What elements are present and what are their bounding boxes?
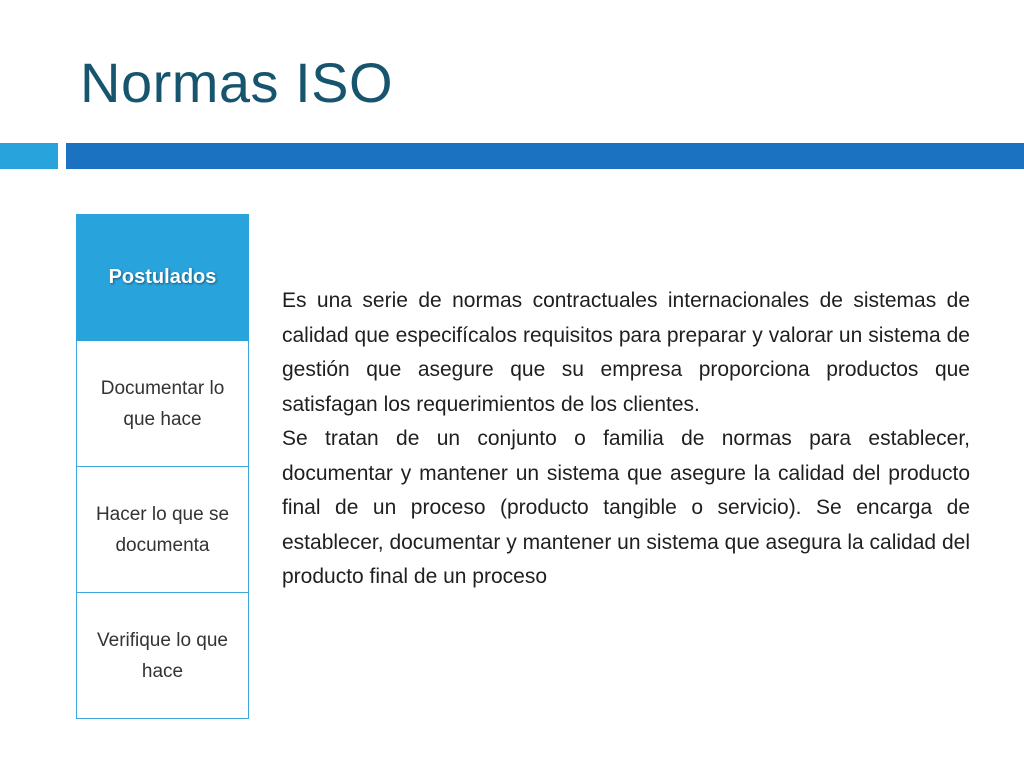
table-header-row (77, 215, 249, 341)
body-paragraph-1: Es una serie de normas contractuales internacionales de sistemas de calidad que especifícalos requisitos para preparar y valorar un sistema de gestión que asegure que su empresa proporciona productos que satisfagan los requerimientos de los clientes. (282, 289, 970, 416)
title-accent-bar-long (66, 143, 1024, 169)
postulados-table (76, 214, 249, 719)
body-text (282, 284, 970, 595)
table-row (77, 593, 249, 719)
table-row (77, 467, 249, 593)
table-cell-documentar: Documentar lo que hace (77, 341, 249, 467)
body-paragraph-2: Se tratan de un conjunto o familia de normas para establecer, documentar y mantener un sistema que asegure la calidad del producto final de un proceso (producto tangible o servicio). Se encarga de establecer, documentar y mantener un sistema que asegura la calidad del producto final de un proceso (282, 427, 970, 588)
table-cell-verifique: Verifique lo que hace (77, 593, 249, 719)
table-cell-hacer: Hacer lo que se documenta (77, 467, 249, 593)
slide-title: Normas ISO (80, 51, 394, 114)
table-row (77, 341, 249, 467)
table-header-postulados: Postulados (77, 215, 249, 341)
title-accent-bar-short (0, 143, 58, 169)
